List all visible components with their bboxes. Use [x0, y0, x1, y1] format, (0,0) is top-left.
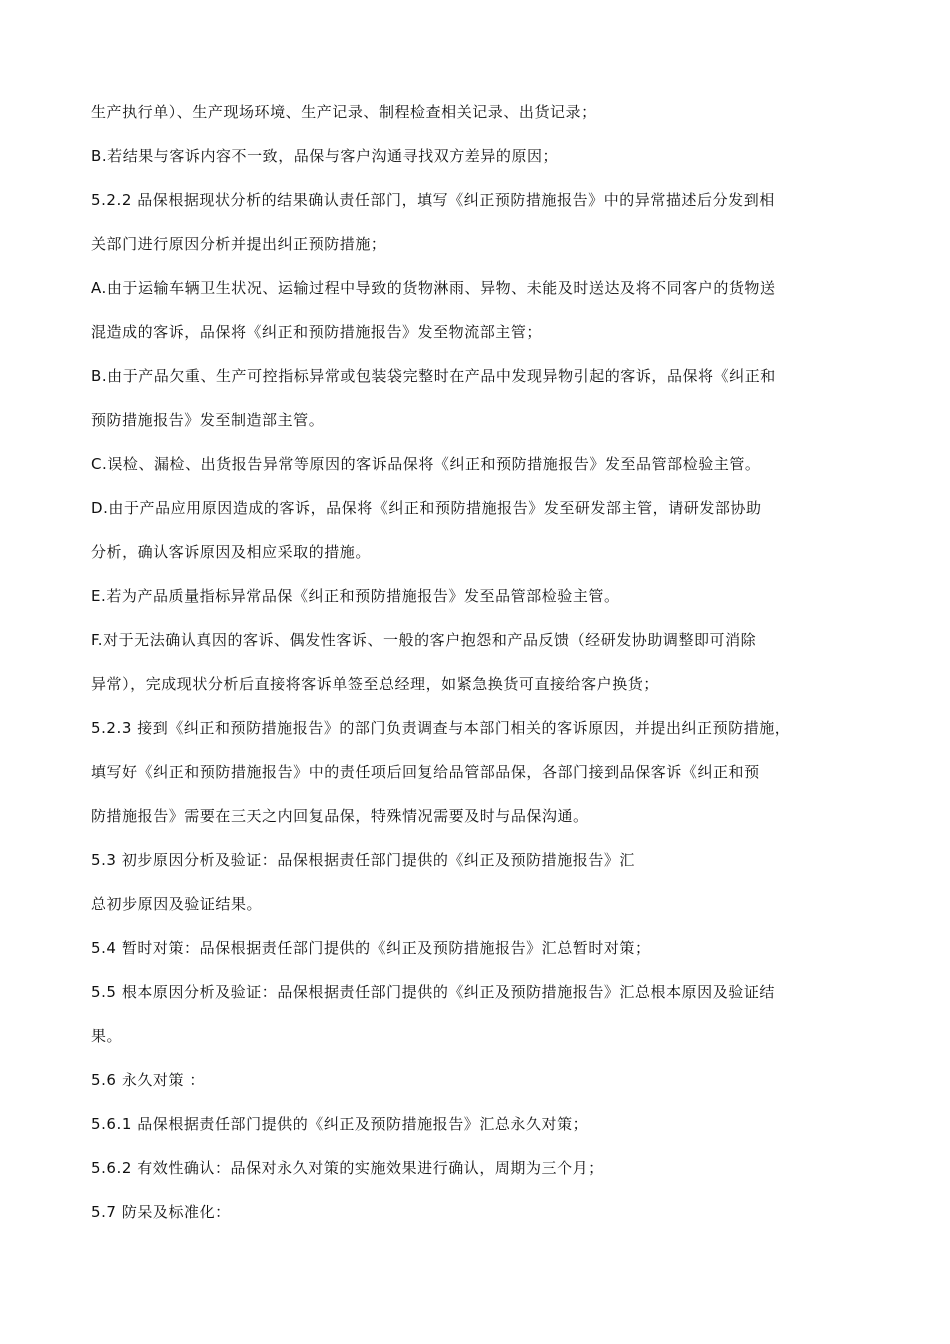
- text-line: 果。: [91, 1027, 123, 1045]
- text-line: 异常），完成现状分析后直接将客诉单签至总经理，如紧急换货可直接给客户换货；: [91, 675, 659, 693]
- text-line: 填写好《纠正和预防措施报告》中的责任项后回复给品管部品保，各部门接到品保客诉《纠正和预: [91, 763, 760, 781]
- text-line: E.若为产品质量指标异常品保《纠正和预防措施报告》发至品管部检验主管。: [91, 587, 620, 605]
- text-line: B.由于产品欠重、生产可控指标异常或包装袋完整时在产品中发现异物引起的客诉，品保将《纠正和: [91, 367, 776, 385]
- text-line: 5.2.2 品保根据现状分析的结果确认责任部门，填写《纠正预防措施报告》中的异常描述后分发到相: [91, 191, 775, 209]
- text-line: 5.7 防呆及标准化：: [91, 1203, 231, 1221]
- text-line: 关部门进行原因分析并提出纠正预防措施；: [91, 235, 387, 253]
- text-line: A.由于运输车辆卫生状况、运输过程中导致的货物淋雨、异物、未能及时送达及将不同客户的货物送: [91, 279, 776, 297]
- text-line: 混造成的客诉，品保将《纠正和预防措施报告》发至物流部主管；: [91, 323, 542, 341]
- text-line: D.由于产品应用原因造成的客诉，品保将《纠正和预防措施报告》发至研发部主管，请研发部协助: [91, 499, 762, 517]
- text-line: 5.2.3 接到《纠正和预防措施报告》的部门负责调查与本部门相关的客诉原因，并提出纠正预防措施，: [91, 719, 791, 737]
- text-line: 预防措施报告》发至制造部主管。: [91, 411, 325, 429]
- text-line: C.误检、漏检、出货报告异常等原因的客诉品保将《纠正和预防措施报告》发至品管部检验主管。: [91, 455, 761, 473]
- text-line: 分析，确认客诉原因及相应采取的措施。: [91, 543, 371, 561]
- text-line: 5.6 永久对策 ：: [91, 1071, 205, 1089]
- text-line: 5.5 根本原因分析及验证：品保根据责任部门提供的《纠正及预防措施报告》汇总根本原因及验证结: [91, 983, 775, 1001]
- text-line: 生产执行单）、生产现场环境、生产记录、制程检查相关记录、出货记录；: [91, 103, 597, 121]
- text-line: 5.6.1 品保根据责任部门提供的《纠正及预防措施报告》汇总永久对策；: [91, 1115, 589, 1133]
- text-line: 5.4 暂时对策：品保根据责任部门提供的《纠正及预防措施报告》汇总暂时对策；: [91, 939, 651, 957]
- text-line: 总初步原因及验证结果。: [91, 895, 263, 913]
- text-line: 5.6.2 有效性确认：品保对永久对策的实施效果进行确认，周期为三个月；: [91, 1159, 604, 1177]
- text-line: 防措施报告》需要在三天之内回复品保，特殊情况需要及时与品保沟通。: [91, 807, 589, 825]
- text-line: B.若结果与客诉内容不一致，品保与客户沟通寻找双方差异的原因；: [91, 147, 559, 165]
- text-line: F.对于无法确认真因的客诉、偶发性客诉、一般的客户抱怨和产品反馈（经研发协助调整即可消除: [91, 631, 757, 649]
- text-line: 5.3 初步原因分析及验证：品保根据责任部门提供的《纠正及预防措施报告》汇: [91, 851, 635, 869]
